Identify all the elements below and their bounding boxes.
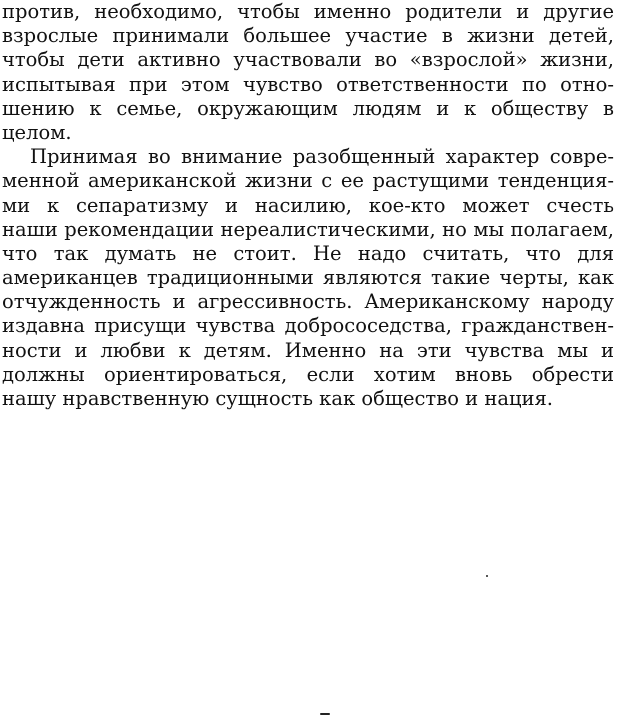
paragraph-2 (2, 145, 614, 411)
text-line: наши рекомендации нереалистическими, но мы полагаем, (2, 217, 614, 241)
text-line: Принимая во внимание разобщенный характер совре- (30, 145, 614, 169)
text-line: испытывая при этом чувство ответственности по отно- (2, 72, 614, 96)
text-line: нашу нравственную сущность как общество и нация. (2, 387, 553, 410)
text-line: отчужденность и агрессивность. Американскому народу (2, 290, 614, 314)
text-line: издавна присущи чувства добрососедства, гражданствен- (2, 314, 614, 338)
text-line: против, необходимо, чтобы именно родители и другие (2, 0, 614, 23)
text-line: шению к семье, окружающим людям и к обществу в (2, 96, 614, 120)
text-line: целом. (2, 120, 72, 144)
scan-speck (320, 713, 330, 715)
text-line: что так думать не стоит. Не надо считать, что для (2, 241, 614, 265)
text-line: американцев традиционными являются такие черты, как (2, 266, 614, 290)
text-line: ности и любви к детям. Именно на эти чувства мы и (2, 338, 614, 362)
text-line: ми к сепаратизму и насилию, кое-кто может счесть (2, 193, 614, 217)
text-line: менной американской жизни с ее растущими тенденция- (2, 169, 614, 193)
paragraph-1 (2, 0, 614, 145)
text-line: взрослые принимали большее участие в жизни детей, (2, 24, 614, 48)
scan-speck (486, 575, 488, 577)
text-line: чтобы дети активно участвовали во «взрослой» жизни, (2, 48, 614, 72)
body-text (2, 0, 614, 411)
text-line: должны ориентироваться, если хотим вновь обрести (2, 362, 614, 386)
